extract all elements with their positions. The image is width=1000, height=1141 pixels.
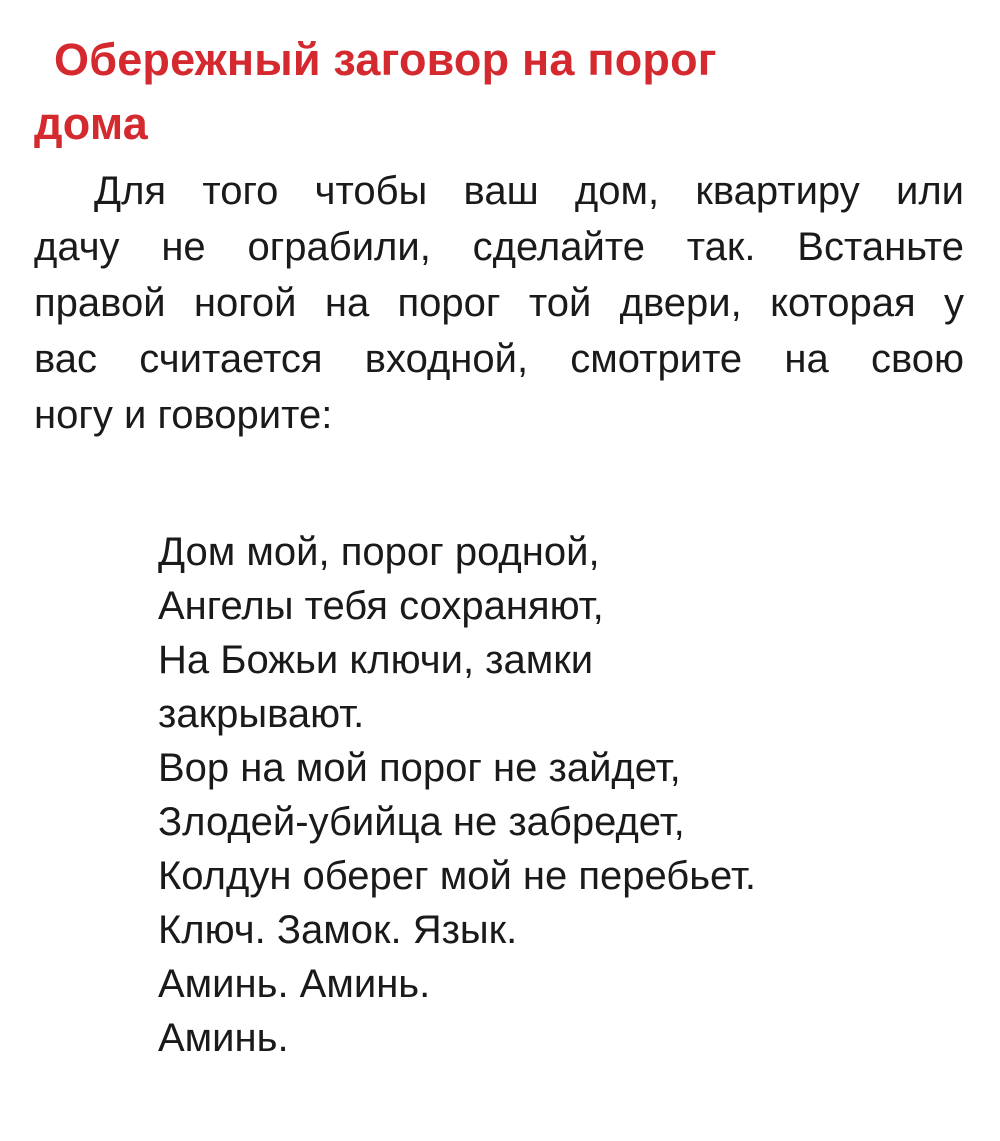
- verse-line: Вор на мой порог не зайдет,: [158, 746, 681, 790]
- verse-line: Аминь.: [158, 1016, 289, 1060]
- intro-line: Для того чтобы ваш дом, квартиру или: [94, 169, 964, 213]
- verse-line: Ключ. Замок. Язык.: [158, 908, 518, 952]
- intro-line: дачу не ограбили, сделайте так. Встаньте: [34, 225, 964, 269]
- verse-line: Аминь. Аминь.: [158, 962, 431, 1006]
- incantation-verse: [158, 525, 918, 1065]
- title-line: Обережный заговор на порог: [54, 34, 717, 85]
- document-title: [34, 28, 934, 156]
- intro-line: ногу и говорите:: [34, 393, 333, 437]
- intro-paragraph: [34, 163, 964, 443]
- title-line: дома: [34, 98, 148, 149]
- verse-line: Колдун оберег мой не перебьет.: [158, 854, 756, 898]
- verse-line: Ангелы тебя сохраняют,: [158, 584, 604, 628]
- verse-line: На Божьи ключи, замки: [158, 638, 594, 682]
- verse-line: Злодей-убийца не забредет,: [158, 800, 685, 844]
- intro-line: правой ногой на порог той двери, которая у: [34, 281, 964, 325]
- intro-line: вас считается входной, смотрите на свою: [34, 337, 964, 381]
- verse-line: закрывают.: [158, 692, 365, 736]
- verse-line: Дом мой, порог родной,: [158, 530, 600, 574]
